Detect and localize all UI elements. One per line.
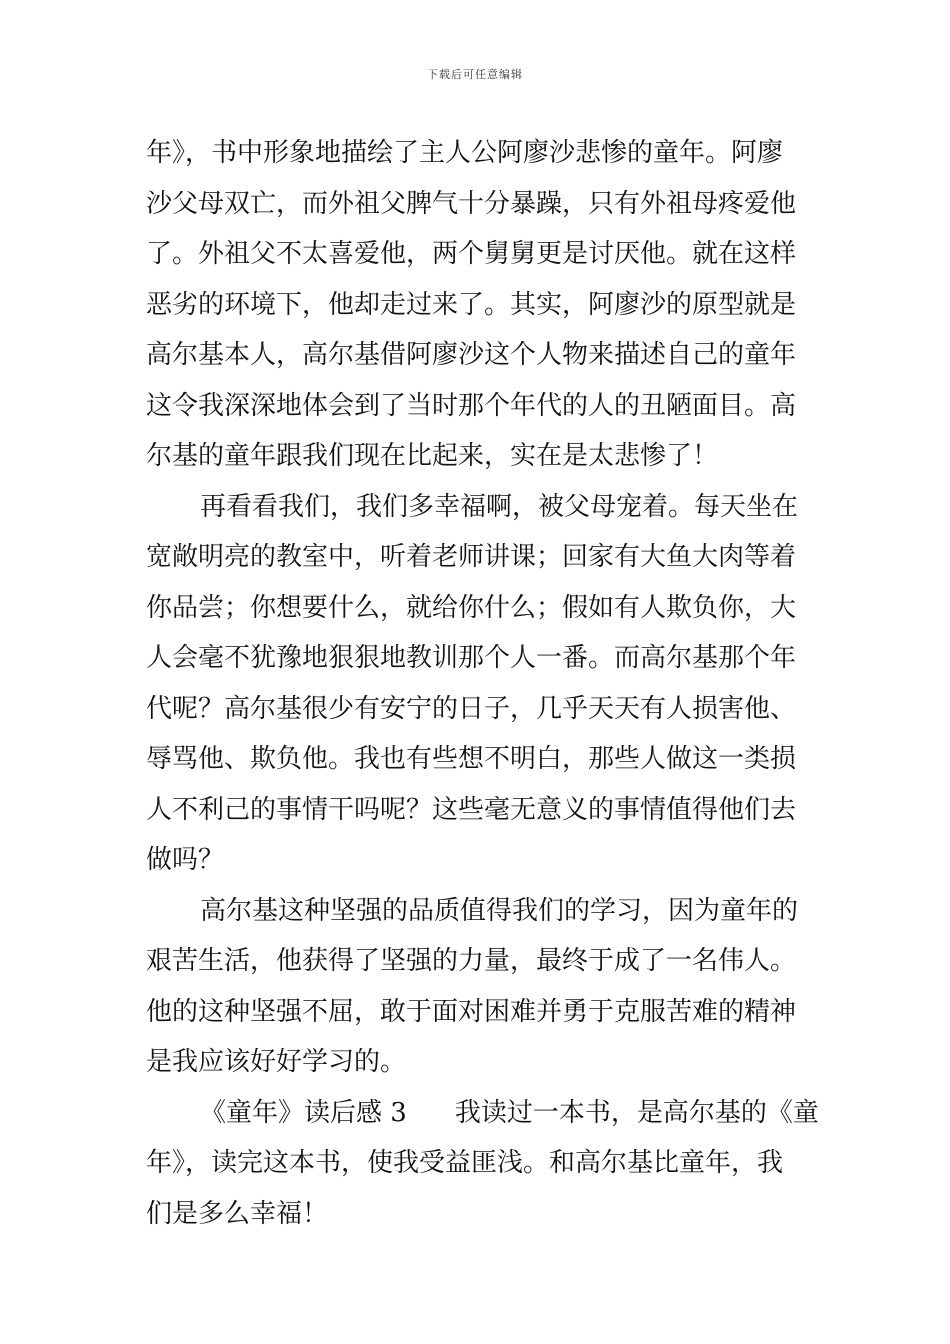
- text-line: 是我应该好好学习的。: [146, 1047, 407, 1077]
- text-line: 这令我深深地体会到了当时那个年代的人的丑陋面目。高: [146, 390, 797, 421]
- document-body: [146, 128, 819, 1239]
- text-line: 宽敞明亮的教室中，听着老师讲课；回家有大鱼大肉等着: [146, 542, 797, 572]
- text-line: 人不利己的事情干吗呢？这些毫无意义的事情值得他们去: [146, 794, 797, 825]
- text-line: 沙父母双亡，而外祖父脾气十分暴躁，只有外祖母疼爱他: [146, 188, 797, 219]
- paragraph-3: [146, 886, 810, 1088]
- text-line: 们是多么幸福！: [146, 1198, 329, 1229]
- text-line: 做吗？: [146, 845, 225, 875]
- text-line: 年》，读完这本书，使我受益匪浅。和高尔基比童年，我: [146, 1148, 784, 1178]
- section-title: 《童年》读后感 3: [200, 1097, 407, 1128]
- text-line: 你品尝；你想要什么，就给你什么；假如有人欺负你，大: [146, 592, 797, 623]
- text-line: 他的这种坚强不屈，敢于面对困难并勇于克服苦难的精神: [146, 996, 797, 1027]
- paragraph-1: [146, 128, 810, 482]
- text-line: 了。外祖父不太喜爱他，两个舅舅更是讨厌他。就在这样: [146, 239, 797, 269]
- page-header: 下载后可任意编辑: [427, 68, 523, 81]
- paragraph-2: [146, 482, 810, 886]
- text-line: 再看看我们，我们多幸福啊，被父母宠着。每天坐在: [200, 491, 799, 522]
- text-line: 尔基的童年跟我们现在比起来，实在是太悲惨了！: [146, 441, 719, 471]
- text-line: 高尔基本人，高尔基借阿廖沙这个人物来描述自己的童年: [146, 340, 797, 370]
- text-line: 代呢？高尔基很少有安宁的日子，几乎天天有人损害他、: [146, 693, 797, 724]
- text-line: 恶劣的环境下，他却走过来了。其实，阿廖沙的原型就是: [146, 289, 797, 320]
- section-opening-text: 我读过一本书，是高尔基的《童: [454, 1097, 819, 1128]
- text-line: 辱骂他、欺负他。我也有些想不明白，那些人做这一类损: [146, 744, 797, 774]
- text-line: 高尔基这种坚强的品质值得我们的学习，因为童年的: [200, 895, 799, 926]
- text-line: 年》，书中形象地描绘了主人公阿廖沙悲惨的童年。阿廖: [146, 138, 784, 168]
- text-line: 艰苦生活，他获得了坚强的力量，最终于成了一名伟人。: [146, 946, 797, 976]
- text-line: 人会毫不犹豫地狠狠地教训那个人一番。而高尔基那个年: [146, 643, 797, 673]
- section-first-line: [146, 1088, 819, 1139]
- section-3: [146, 1088, 819, 1240]
